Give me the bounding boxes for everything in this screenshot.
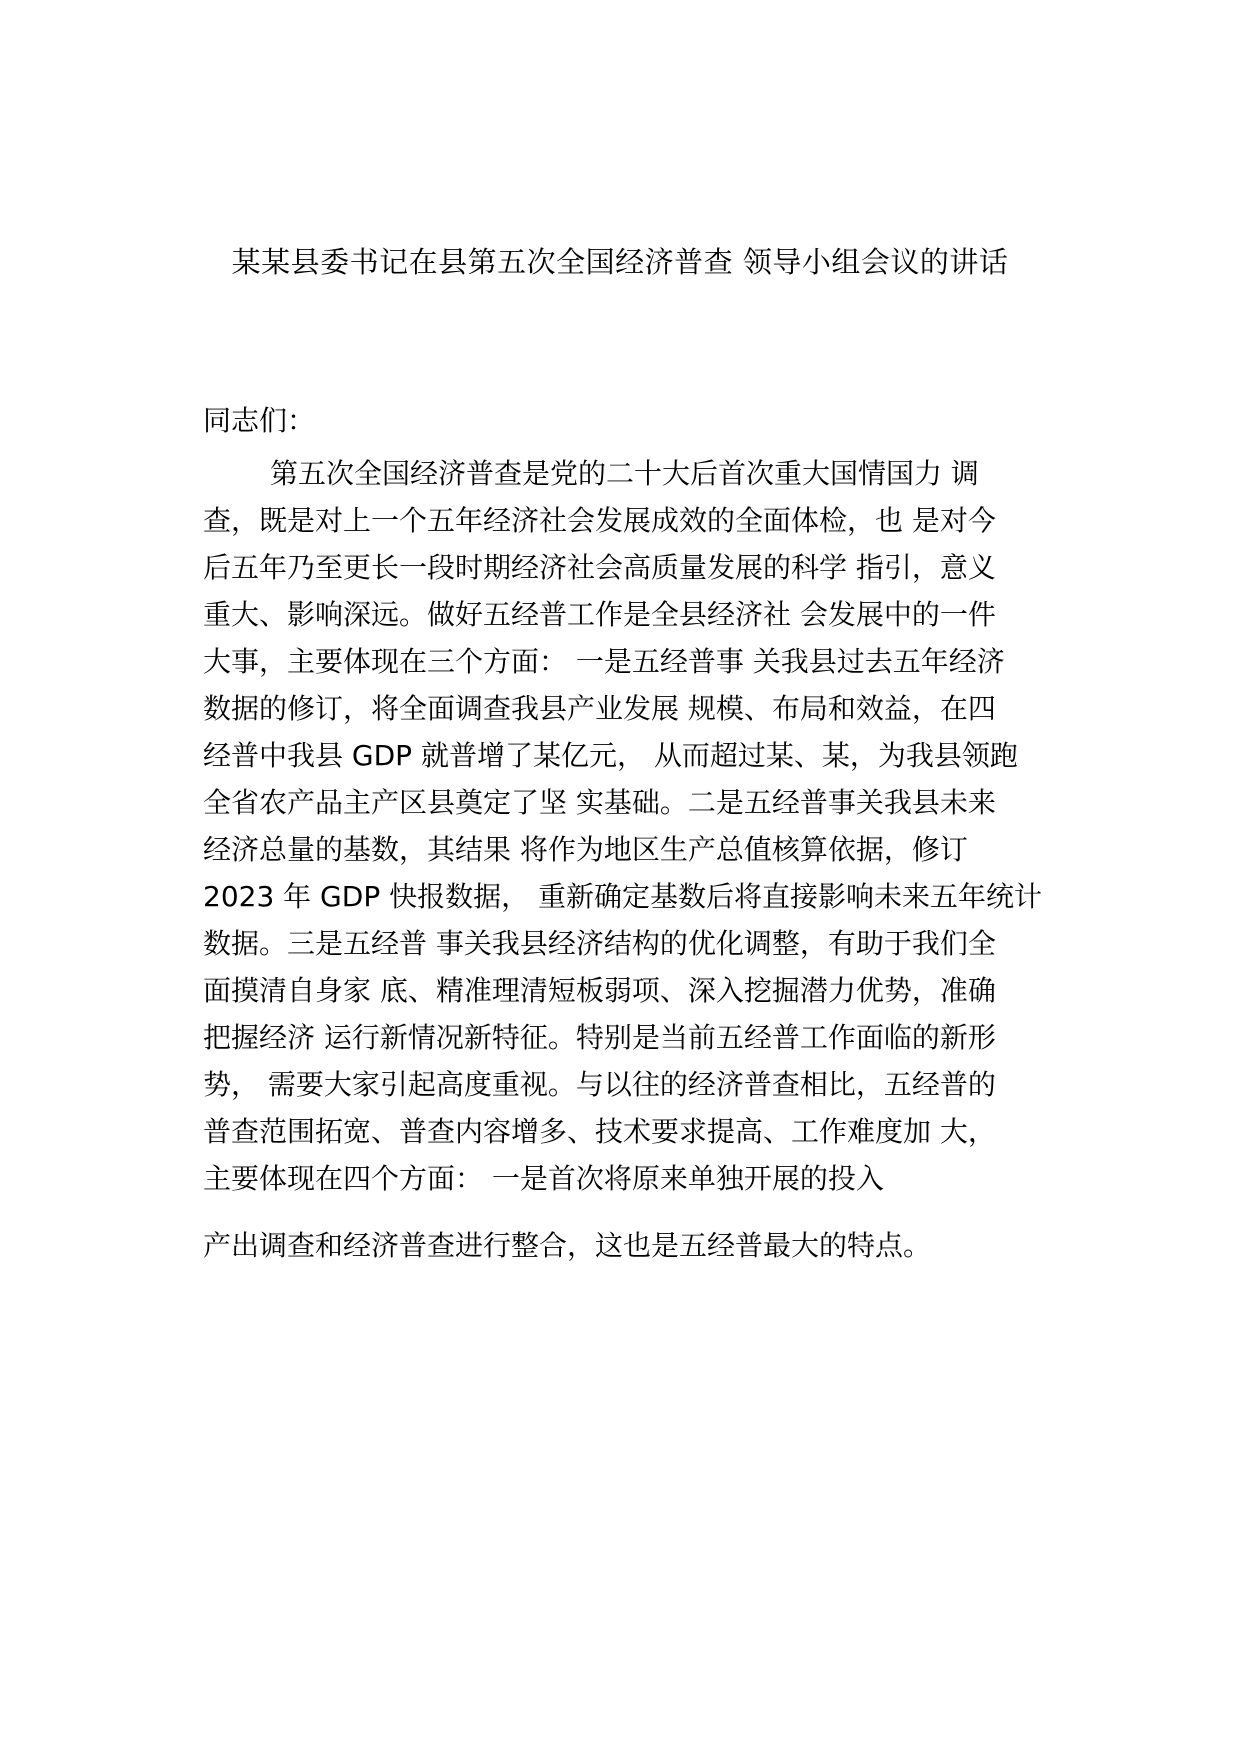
text-line: 查，既是对上一个五年经济社会发展成效的全面体检，也 是对今: [203, 504, 996, 537]
text-line: 普查范围拓宽、普查内容增多、技术要求提高、工作难度加 大，: [203, 1115, 996, 1148]
text-line: 大事，主要体现在三个方面： 一是五经普事 关我县过去五年经济: [203, 645, 1005, 678]
text-line: 产出调查和经济普查进行整合，这也是五经普最大的特点。: [203, 1229, 932, 1262]
text-line: 主要体现在四个方面： 一是首次将原来单独开展的投入: [203, 1162, 884, 1195]
text-line: 重大、影响深远。做好五经普工作是全县经济社 会发展中的一件: [203, 598, 996, 631]
text-line: 面摸清自身家 底、精准理清短板弱项、深入挖掘潜力优势，准确: [203, 974, 996, 1007]
text-line: 把握经济 运行新情况新特征。特别是当前五经普工作面临的新形: [203, 1021, 996, 1054]
text-line: 第五次全国经济普查是党的二十大后首次重大国情国力 调: [270, 457, 979, 490]
document-title: 某某县委书记在县第五次全国经济普查 领导小组会议的讲话: [231, 245, 1009, 279]
salutation: 同志们：: [203, 404, 316, 437]
text-line: 势， 需要大家引起高度重视。与以往的经济普查相比，五经普的: [203, 1068, 996, 1101]
text-line: 全省农产品主产区县奠定了坚 实基础。二是五经普事关我县未来: [203, 786, 996, 819]
text-line: 数据。三是五经普 事关我县经济结构的优化调整，有助于我们全: [203, 927, 996, 960]
text-line: 后五年乃至更长一段时期经济社会高质量发展的科学 指引，意义: [203, 551, 996, 584]
text-line: 数据的修订，将全面调查我县产业发展 规模、布局和效益，在四: [203, 692, 996, 725]
text-line: 经济总量的基数，其结果 将作为地区生产总值核算依据，修订: [203, 833, 968, 866]
text-line: 2023 年 GDP 快报数据， 重新确定基数后将直接影响未来五年统计: [203, 880, 1043, 913]
text-line: 经普中我县 GDP 就普增了某亿元， 从而超过某、某，为我县领跑: [203, 739, 1018, 772]
document-body: [203, 450, 1063, 1269]
